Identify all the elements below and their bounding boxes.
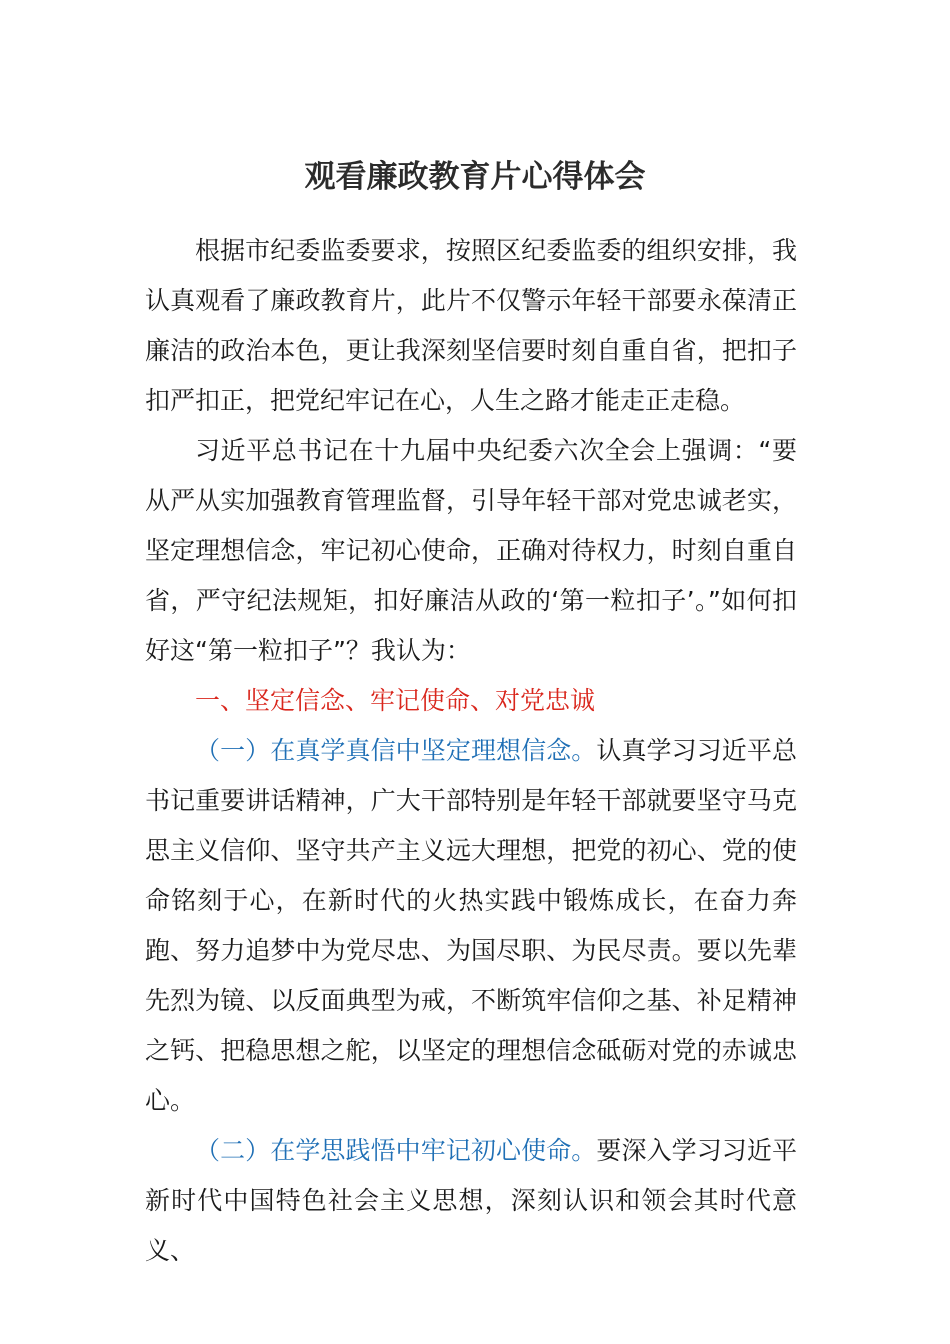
subsection-paragraph-2 (145, 1126, 797, 1276)
subsection-heading-1: （一）在真学真信中坚定理想信念。 (195, 736, 597, 765)
intro-paragraph: 根据市纪委监委要求，按照区纪委监委的组织安排，我认真观看了廉政教育片，此片不仅警示年轻干部要永葆清正廉洁的政治本色，更让我深刻坚信要时刻自重自省，把扣子扣严扣正，把党纪牢记在心，人生之路才能走正走稳。 (145, 236, 797, 415)
quote-paragraph: 习近平总书记在十九届中央纪委六次全会上强调：“要从严从实加强教育管理监督，引导年轻干部对党忠诚老实，坚定理想信念，牢记初心使命，正确对待权力，时刻自重自省，严守纪法规矩，扣好廉洁从政的‘第一粒扣子’。”如何扣好这“第一粒扣子”？我认为： (145, 436, 797, 665)
subsection-paragraph-1 (145, 726, 797, 1126)
section-heading-1: 一、坚定信念、牢记使命、对党忠诚 (195, 686, 596, 715)
subsection-heading-2: （二）在学思践悟中牢记初心使命。 (195, 1136, 597, 1165)
subsection-body-2: 要深入学习习近平新时代中国特色社会主义思想，深刻认识和领会其时代意义、 (145, 1136, 797, 1265)
document-title: 观看廉政教育片心得体会 (304, 159, 646, 195)
subsection-body-1: 认真学习习近平总书记重要讲话精神，广大干部特别是年轻干部就要坚守马克思主义信仰、坚守共产主义远大理想，把党的初心、党的使命铭刻于心，在新时代的火热实践中锻炼成长，在奋力奔跑、努力追梦中为党尽忠、为国尽职、为民尽责。要以先辈先烈为镜、以反面典型为戒，不断筑牢信仰之基、补足精神之钙、把稳思想之舵，以坚定的理想信念砥砺对党的赤诚忠心。 (145, 736, 797, 1115)
document-body (145, 226, 797, 1276)
